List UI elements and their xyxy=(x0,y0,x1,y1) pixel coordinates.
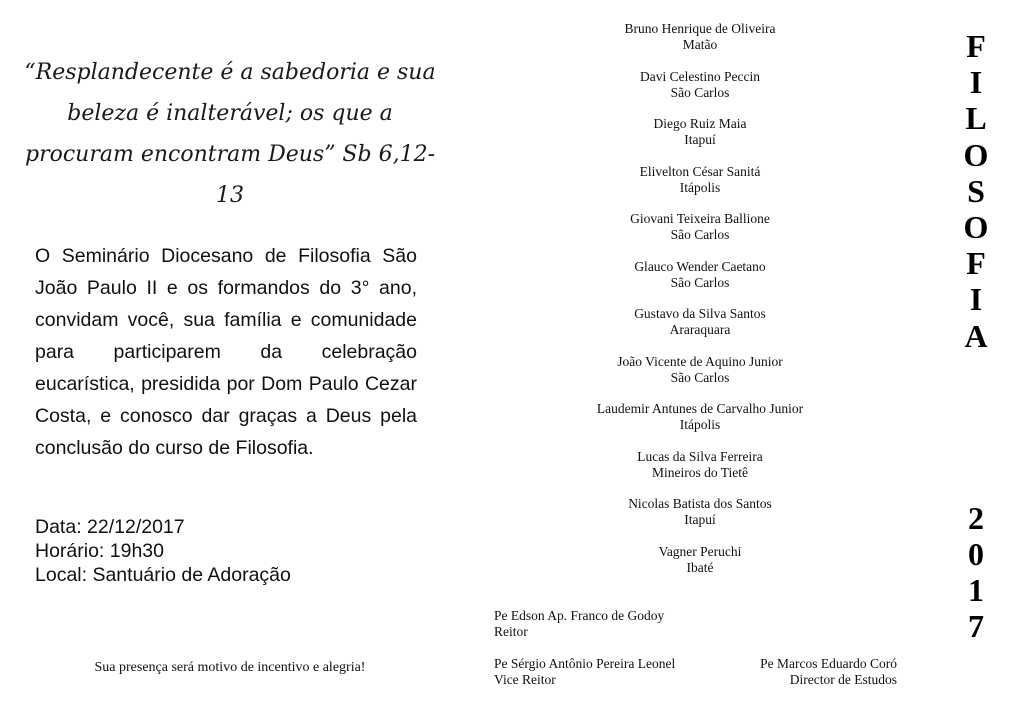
graduate-city: Matão xyxy=(682,37,718,52)
director-signature xyxy=(740,656,897,688)
rector-signature xyxy=(494,608,664,640)
graduate-city: São Carlos xyxy=(670,84,730,100)
graduate-item xyxy=(550,306,850,354)
invitation-text: O Seminário Diocesano de Filosofia São João Paulo II e os formandos do 3° ano, convidam você, sua família e comunidade para participarem da celebração eucarística, presidida por Dom Paulo Cezar Costa, e conosco dar graças a Deus pela conclusão do curso de Filosofia. xyxy=(35,245,417,459)
vice-rector-signature xyxy=(494,656,675,688)
vice-rector-role: Vice Reitor xyxy=(494,672,556,687)
graduates-list xyxy=(550,21,850,591)
graduate-item xyxy=(550,401,850,449)
graduate-city: Itapuí xyxy=(684,132,716,147)
graduate-name: Laudemir Antunes de Carvalho Junior xyxy=(596,401,804,416)
title-letter: F xyxy=(966,245,986,282)
director-name: Pe Marcos Eduardo Coró xyxy=(760,656,897,671)
graduate-name: Bruno Henrique de Oliveira xyxy=(624,21,776,36)
graduate-item xyxy=(550,211,850,259)
closing-note: Sua presença será motivo de incentivo e alegria! xyxy=(94,660,366,675)
graduate-city: São Carlos xyxy=(670,274,730,290)
graduate-city: Itapuí xyxy=(684,512,716,527)
graduate-item xyxy=(550,116,850,164)
graduate-item xyxy=(550,354,850,402)
graduate-item xyxy=(550,69,850,117)
rector-name: Pe Edson Ap. Franco de Godoy xyxy=(494,608,665,623)
event-details xyxy=(35,515,415,587)
title-letter: F xyxy=(966,28,986,64)
left-panel xyxy=(0,0,470,723)
event-date: Data: 22/12/2017 xyxy=(35,516,185,538)
title-letter: L xyxy=(965,100,987,137)
graduate-name: João Vicente de Aquino Junior xyxy=(617,353,783,369)
event-location: Local: Santuário de Adoração xyxy=(35,564,291,586)
graduate-city: Araraquara xyxy=(669,322,731,337)
graduate-city: São Carlos xyxy=(670,369,730,385)
graduate-name: Vagner Peruchi xyxy=(658,543,742,559)
vertical-title-filosofia xyxy=(956,28,996,354)
graduate-name: Glauco Wender Caetano xyxy=(634,258,766,274)
graduate-name: Elivelton César Sanitá xyxy=(639,163,761,179)
graduate-item xyxy=(550,259,850,307)
vertical-year xyxy=(956,500,996,644)
graduate-name: Nicolas Batista dos Santos xyxy=(628,496,772,511)
graduate-city: Itápolis xyxy=(679,179,721,195)
year-digit: 1 xyxy=(968,572,984,608)
title-letter: O xyxy=(963,136,989,173)
graduate-name: Diego Ruiz Maia xyxy=(653,116,747,131)
graduate-name: Lucas da Silva Ferreira xyxy=(637,448,763,464)
graduate-city: São Carlos xyxy=(670,227,730,242)
graduate-item xyxy=(550,496,850,544)
right-panel xyxy=(470,0,1024,723)
director-role: Director de Estudos xyxy=(789,672,897,687)
graduate-city: Itápolis xyxy=(679,417,721,432)
graduate-item xyxy=(550,544,850,592)
title-letter: I xyxy=(969,64,983,101)
graduate-name: Davi Celestino Peccin xyxy=(640,68,760,84)
graduate-city: Ibaté xyxy=(686,559,714,575)
graduate-name: Gustavo da Silva Santos xyxy=(634,306,766,321)
rector-role: Reitor xyxy=(494,624,528,639)
title-letter: S xyxy=(967,172,985,209)
vice-rector-name: Pe Sérgio Antônio Pereira Leonel xyxy=(494,656,676,671)
graduate-item xyxy=(550,21,850,69)
year-digit: 2 xyxy=(968,500,984,536)
graduate-name: Giovani Teixeira Ballione xyxy=(630,211,770,226)
title-letter: A xyxy=(964,317,988,354)
event-time: Horário: 19h30 xyxy=(35,540,164,562)
year-digit: 7 xyxy=(968,608,984,644)
graduate-item xyxy=(550,164,850,212)
bible-quote: “Resplandecente é a sabedoria e sua beleza é inalterável; os que a procuram encontram Deus” Sb 6,12-13 xyxy=(24,60,436,208)
year-digit: 0 xyxy=(968,536,984,572)
title-letter: I xyxy=(969,281,983,318)
title-letter: O xyxy=(963,209,989,246)
graduate-item xyxy=(550,449,850,497)
graduate-city: Mineiros do Tietê xyxy=(651,464,748,480)
